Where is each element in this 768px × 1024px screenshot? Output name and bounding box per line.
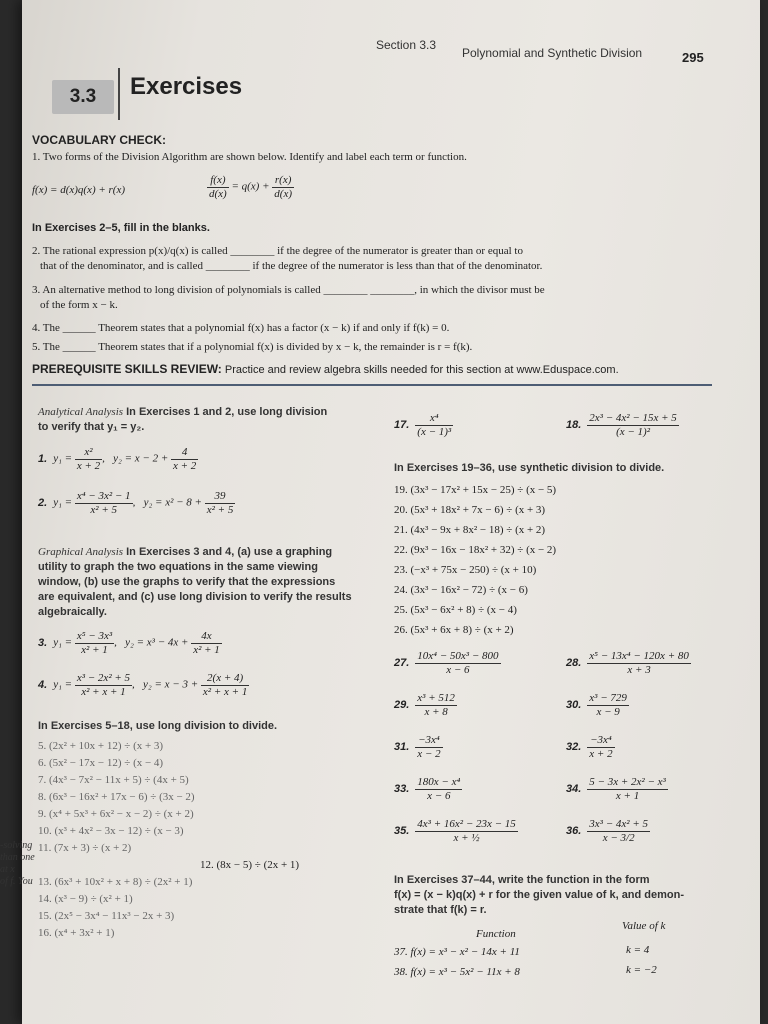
graphical-line-4: are equivalent, and (c) use long division to verify the results — [38, 591, 352, 603]
problem-31: 31. $\frac{\text{−3x⁴}}{x - 2}$ — [394, 734, 441, 760]
vocab-q4: 4. The ______ Theorem states that a polynomial f(x) has a factor (x − k) if and only if f(k) = 0. — [32, 322, 450, 334]
synth-item: 19. (3x³ − 17x² + 15x − 25) ÷ (x − 5) — [394, 484, 557, 496]
page-number: 295 — [682, 50, 704, 65]
textbook-page — [22, 0, 760, 1024]
problem-38: 38. f(x) = x³ − 5x² − 11x + 8 — [394, 966, 520, 978]
synth-item: 23. (−x³ + 75x − 250) ÷ (x + 10) — [394, 564, 537, 576]
section-badge: 3.3 — [52, 80, 114, 114]
long-item: 8. (6x³ − 16x² + 17x − 6) ÷ (3x − 2) — [38, 791, 195, 803]
synth-item: 21. (4x³ − 9x + 8x² − 18) ÷ (x + 2) — [394, 524, 546, 536]
problem-17: 17. $\frac{\text{x⁴}}{\text{(x − 1)³}}$ — [394, 412, 452, 438]
long-item: 9. (x⁴ + 5x³ + 6x² − x − 2) ÷ (x + 2) — [38, 808, 194, 820]
graphical-line-3: window, (b) use the graphs to verify that the expressions — [38, 576, 336, 588]
long-item: 16. (x⁴ + 3x² + 1) — [38, 927, 115, 939]
synth-item: 24. (3x³ − 16x² − 72) ÷ (x − 6) — [394, 584, 528, 596]
problem-27: 27. $\frac{\text{10x⁴ − 50x³ − 800}}{x - 6}$ — [394, 650, 499, 676]
form-heading-2: f(x) = (x − k)q(x) + r for the given value of k, and demon- — [394, 889, 685, 901]
analytic-heading-2: to verify that y₁ = y₂. — [38, 421, 145, 433]
section-label: Section 3.3 — [376, 38, 437, 52]
long-item: 10. (x³ + 4x² − 3x − 12) ÷ (x − 3) — [38, 825, 184, 837]
form-heading-1: In Exercises 37–44, write the function in the form — [394, 874, 650, 886]
problem-33: 33. $\frac{\text{180x − x⁴}}{x - 6}$ — [394, 776, 461, 802]
long-item: 6. (5x² − 17x − 12) ÷ (x − 4) — [38, 757, 164, 769]
problem-2: 2. y₁ = $\frac{\text{x⁴ − 3x² − 1}}{\text{x² + 5}}$ , y₂ = x² − 8 + $\frac{39}{\text{x² + 5}}$ — [38, 490, 234, 516]
graphical-heading: Graphical Analysis In Exercises 3 and 4, (a) use a graphing — [38, 546, 333, 558]
problem-35: 35. $\frac{\text{4x³ + 16x² − 23x − 15}}{\text{x + ½}}$ — [394, 818, 516, 844]
graphical-line-2: utility to graph the two equations in the same viewing — [38, 561, 318, 573]
problem-29: 29. $\frac{\text{x³ + 512}}{x + 8}$ — [394, 692, 455, 718]
division-form-1: f(x) = d(x)q(x) + r(x) — [32, 184, 126, 196]
synth-item: 20. (5x³ + 18x² + 7x − 6) ÷ (x + 3) — [394, 504, 546, 516]
problem-3: 3. y₁ = $\frac{\text{x⁵ − 3x³}}{\text{x² + 1}}$ , y₂ = x³ − 4x + $\frac{4x}{\text{x² + 1}}$ — [38, 630, 220, 656]
problem-34: 34. $\frac{\text{5 − 3x + 2x² − x³}}{x + 1}$ — [566, 776, 666, 802]
problem-1: 1. y₁ = $\frac{\text{x²}}{x + 2}$ , y₂ = x − 2 + $\frac{4}{x + 2}$ — [38, 446, 197, 472]
edge-text: -solving — [0, 840, 33, 851]
problem-28: 28. $\frac{\text{x⁵ − 13x⁴ − 120x + 80}}{x + 3}$ — [566, 650, 689, 676]
vocab-heading: VOCABULARY CHECK: — [32, 133, 167, 147]
col-value: Value of k — [622, 920, 666, 932]
edge-text: at x — [0, 864, 15, 875]
long-item: 15. (2x⁵ − 3x⁴ − 11x³ − 2x + 3) — [38, 910, 175, 922]
problem-30: 30. $\frac{\text{x³ − 729}}{x - 9}$ — [566, 692, 627, 718]
vocab-q1: 1. Two forms of the Division Algorithm are shown below. Identify and label each term or function. — [32, 151, 467, 163]
edge-text: of f. You — [0, 876, 33, 887]
divider-rule — [32, 384, 712, 386]
exercises-title: Exercises — [118, 68, 270, 120]
division-form-2: $\frac{f(x)}{d(x)}$ = q(x) + $\frac{r(x)}{d(x)}$ — [209, 174, 292, 200]
problem-36: 36. $\frac{\text{3x³ − 4x² + 5}}{x - 3/2}$ — [566, 818, 649, 844]
vocab-q2b: that of the denominator, and is called ________ if the degree of the numerator is less than that of the denominator. — [40, 260, 543, 272]
long-item: 14. (x³ − 9) ÷ (x² + 1) — [38, 893, 133, 905]
vocab-q2a: 2. The rational expression p(x)/q(x) is called ________ if the degree of the numerator is greater than or equal to — [32, 245, 523, 257]
problem-18: 18. $\frac{\text{2x³ − 4x² − 15x + 5}}{\text{(x − 1)²}}$ — [566, 412, 677, 438]
prereq-text: Practice and review algebra skills needed for this section at www.Eduspace.com. — [224, 364, 619, 376]
fill-blanks-heading: In Exercises 2–5, fill in the blanks. — [32, 222, 210, 234]
prereq-line — [32, 362, 619, 376]
graphical-line-5: algebraically. — [38, 606, 107, 618]
problem-37-k: k = 4 — [626, 944, 650, 956]
problem-12: 12. (8x − 5) ÷ (2x + 1) — [200, 859, 300, 871]
analytic-heading: Analytical Analysis In Exercises 1 and 2, use long division — [38, 406, 328, 418]
vocab-q3a: 3. An alternative method to long division of polynomials is called ________ ________, in which the divisor must be — [32, 284, 545, 296]
long-division-heading: In Exercises 5–18, use long division to divide. — [38, 720, 278, 732]
running-title: Polynomial and Synthetic Division — [462, 46, 643, 60]
long-item: 7. (4x³ − 7x² − 11x + 5) ÷ (4x + 5) — [38, 774, 189, 786]
form-heading-3: strate that f(k) = r. — [394, 904, 487, 916]
long-item: 5. (2x² + 10x + 12) ÷ (x + 3) — [38, 740, 164, 752]
col-function: Function — [476, 928, 516, 940]
synthetic-heading: In Exercises 19–36, use synthetic division to divide. — [394, 462, 665, 474]
prereq-heading: PREREQUISITE SKILLS REVIEW: — [32, 362, 222, 376]
problem-4: 4. y₁ = $\frac{\text{x³ − 2x² + 5}}{\text{x² + x + 1}}$ , y₂ = x − 3 + $\frac{2(x + 4)}{\text{x² + x + 1}}$ — [38, 672, 248, 698]
problem-38-k: k = −2 — [626, 964, 657, 976]
vocab-q5: 5. The ______ Theorem states that if a polynomial f(x) is divided by x − k, the remainder is r = f(k). — [32, 341, 473, 353]
problem-37: 37. f(x) = x³ − x² − 14x + 11 — [394, 946, 520, 958]
synth-item: 22. (9x³ − 16x − 18x² + 32) ÷ (x − 2) — [394, 544, 557, 556]
long-item: 13. (6x³ + 10x² + x + 8) ÷ (2x² + 1) — [38, 876, 193, 888]
facing-page-edge — [0, 840, 36, 888]
synth-item: 26. (5x³ + 6x + 8) ÷ (x + 2) — [394, 624, 514, 636]
synth-item: 25. (5x³ − 6x² + 8) ÷ (x − 4) — [394, 604, 517, 616]
edge-text: than one — [0, 852, 35, 863]
problem-32: 32. $\frac{\text{−3x⁴}}{x + 2}$ — [566, 734, 613, 760]
vocab-q3b: of the form x − k. — [40, 299, 118, 311]
long-item: 11. (7x + 3) ÷ (x + 2) — [38, 842, 132, 854]
